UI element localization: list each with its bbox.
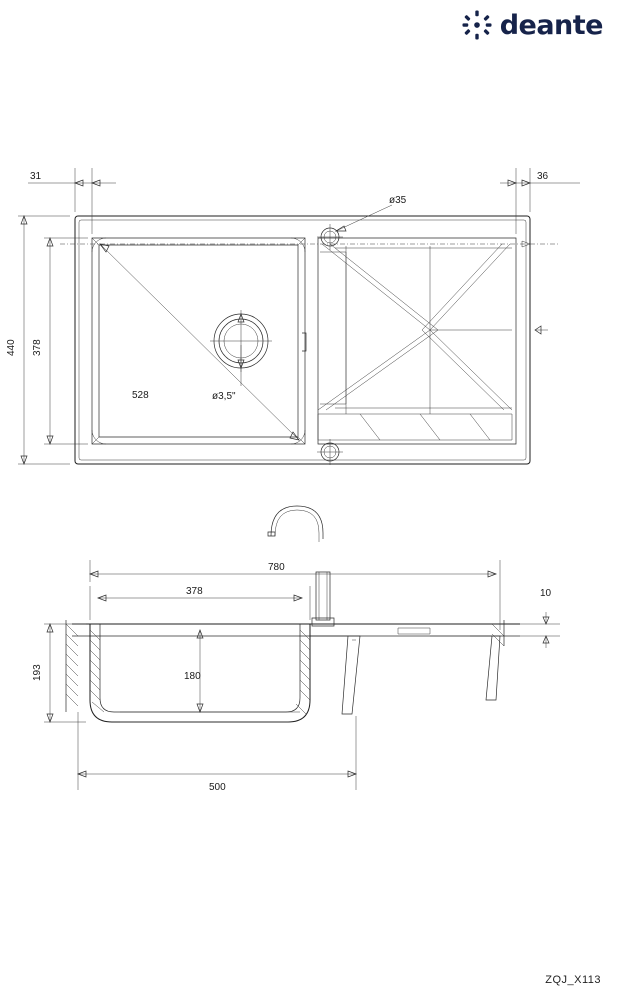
dim-waste-diameter-label: ø3,5" [212, 391, 236, 402]
front-section-view [32, 506, 560, 793]
dim-total-height-label: 193 [32, 664, 43, 681]
product-code: ZQJ_X113 [545, 974, 601, 986]
dim-total-length-label: 780 [268, 562, 285, 573]
dim-cabinet-width-label: 500 [209, 782, 226, 793]
dim-diagonal-label: 528 [132, 390, 149, 401]
dim-hole-diameter-label: ø35 [389, 195, 407, 206]
dim-overall-depth-label: 440 [6, 339, 17, 356]
top-view [6, 168, 580, 465]
brand-name: deante [499, 9, 603, 41]
dim-left-offset-label: 31 [30, 171, 42, 182]
dim-right-offset-label: 36 [537, 171, 549, 182]
dim-bowl-depth-label: 378 [32, 339, 43, 356]
dim-bowl-height-label: 180 [184, 671, 201, 682]
dim-bowl-width-label: 378 [186, 586, 203, 597]
dim-rim-thickness-label: 10 [540, 588, 552, 599]
